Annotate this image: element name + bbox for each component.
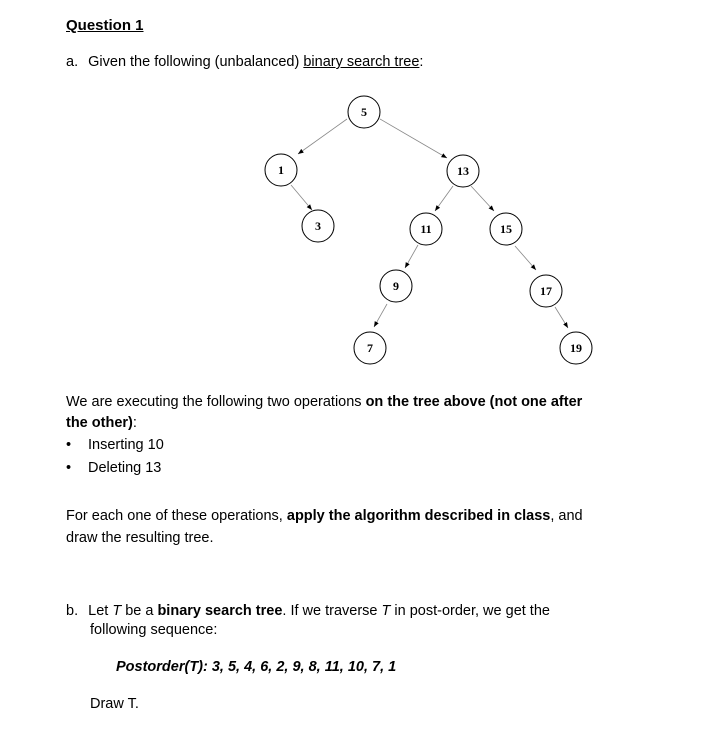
part-a-colon: : xyxy=(419,54,424,70)
node-15 xyxy=(490,213,522,245)
node-9 xyxy=(380,270,412,302)
operation-item xyxy=(66,460,161,476)
operation-label: Deleting 13 xyxy=(88,460,162,476)
svg-text:19: 19 xyxy=(570,341,582,355)
svg-text:3: 3 xyxy=(315,219,321,233)
part-b-text: in post-order, we get the xyxy=(390,603,550,619)
operation-item xyxy=(66,437,164,453)
node-11 xyxy=(410,213,442,245)
node-13 xyxy=(447,155,479,187)
bst-underlined-term: binary search tree xyxy=(303,54,420,70)
svg-text:7: 7 xyxy=(367,341,373,355)
var-t: T xyxy=(112,603,122,619)
part-b-bold: binary search tree xyxy=(157,603,283,619)
edge-13-15 xyxy=(471,186,494,211)
operations-intro-line2 xyxy=(66,415,137,431)
instructions-bold: apply the algorithm described in class xyxy=(286,508,551,524)
instructions-line2: draw the resulting tree. xyxy=(66,530,214,546)
part-b-text: be a xyxy=(121,603,158,619)
edge-11-9 xyxy=(405,245,418,268)
node-7 xyxy=(354,332,386,364)
edge-1-3 xyxy=(291,185,312,210)
svg-text:11: 11 xyxy=(420,222,432,236)
svg-text:5: 5 xyxy=(361,105,367,119)
svg-text:1: 1 xyxy=(278,163,284,177)
svg-text:17: 17 xyxy=(540,284,552,298)
part-b-text: . If we traverse xyxy=(282,603,382,619)
svg-text:15: 15 xyxy=(500,222,512,236)
edge-5-1 xyxy=(298,119,347,154)
operations-intro-bold-1: on the tree above (not one after xyxy=(365,394,583,410)
operation-label: Inserting 10 xyxy=(88,437,164,453)
question-heading: Question 1 xyxy=(66,17,144,34)
draw-instruction: Draw T. xyxy=(90,696,139,712)
node-19 xyxy=(560,332,592,364)
edge-9-7 xyxy=(374,304,387,327)
instructions-text: For each one of these operations, xyxy=(66,508,287,524)
operations-intro-text: We are executing the following two operations xyxy=(66,394,366,410)
svg-text:13: 13 xyxy=(457,164,469,178)
node-3 xyxy=(302,210,334,242)
bullet-icon: • xyxy=(66,437,72,453)
var-t: T xyxy=(381,603,391,619)
edge-13-11 xyxy=(435,186,453,211)
part-a-text: Given the following (unbalanced) xyxy=(88,54,304,70)
tree-nodes xyxy=(265,96,592,364)
part-a-marker: a. xyxy=(66,54,79,70)
edge-15-17 xyxy=(515,246,536,270)
edge-5-13 xyxy=(380,119,447,158)
instructions-text-after: , and xyxy=(550,508,583,524)
operations-intro-colon: : xyxy=(132,415,137,431)
edge-17-19 xyxy=(555,307,568,328)
part-b-line2: following sequence: xyxy=(90,622,218,638)
operations-intro-bold-2: the other) xyxy=(66,415,133,431)
part-b-text: Let xyxy=(88,603,113,619)
svg-text:9: 9 xyxy=(393,279,399,293)
part-b-line1 xyxy=(66,603,550,619)
node-17 xyxy=(530,275,562,307)
postorder-sequence: Postorder(T): 3, 5, 4, 6, 2, 9, 8, 11, 10, 7, 1 xyxy=(116,659,397,675)
node-5 xyxy=(348,96,380,128)
part-b-marker: b. xyxy=(66,603,79,619)
instructions-line1 xyxy=(66,508,583,524)
operations-intro-line1 xyxy=(66,394,582,410)
node-1 xyxy=(265,154,297,186)
bullet-icon: • xyxy=(66,460,72,476)
